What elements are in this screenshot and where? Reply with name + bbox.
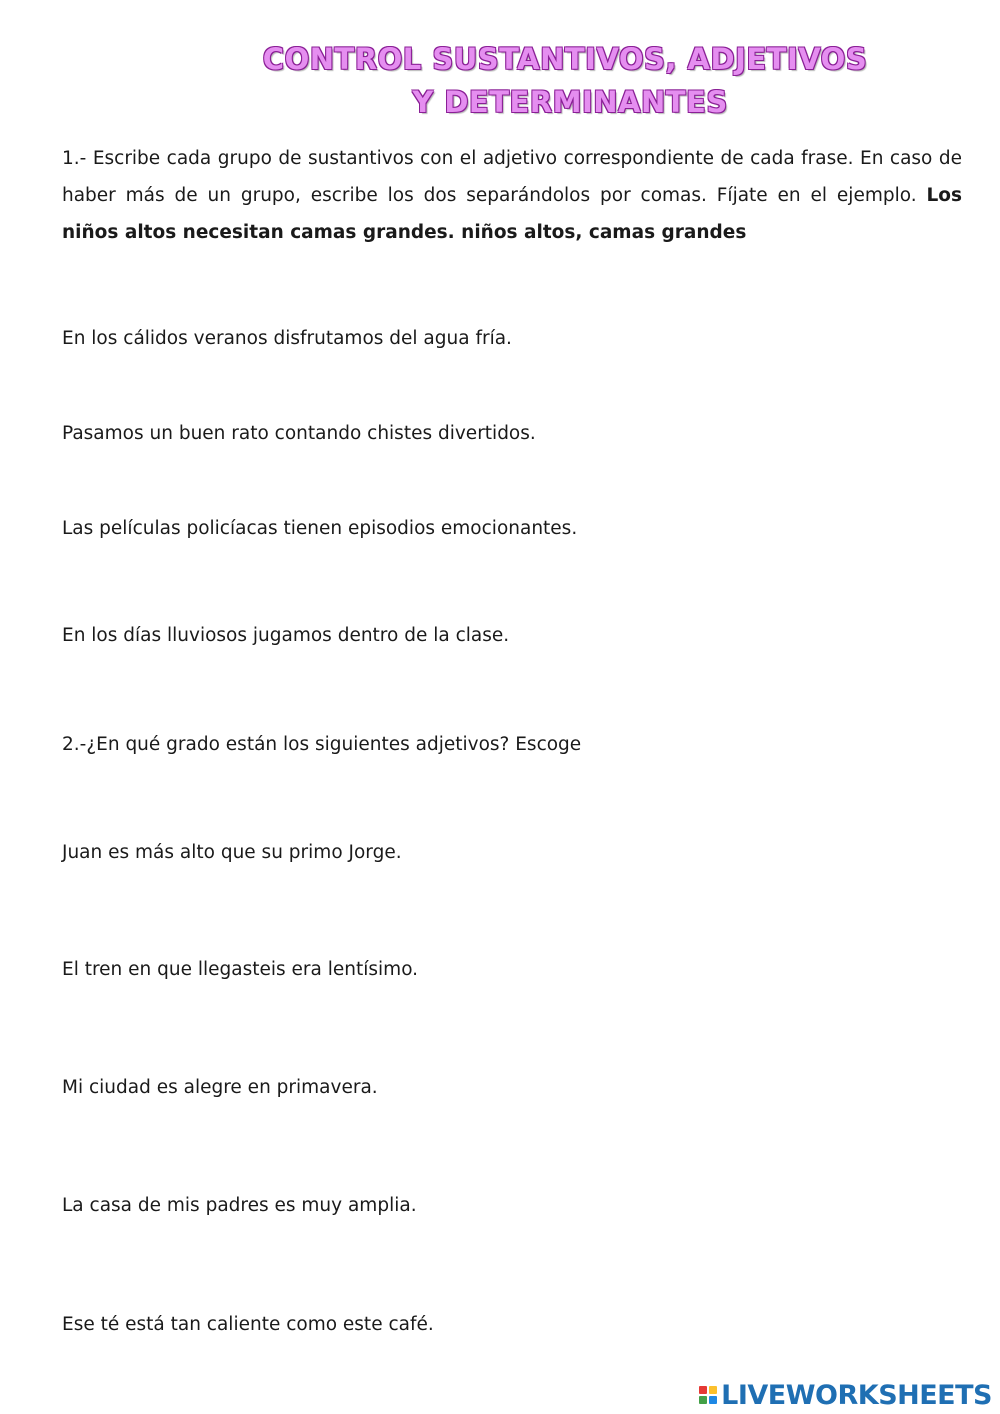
exercise-2-sentence: Juan es más alto que su primo Jorge. (62, 842, 402, 863)
logo-square (699, 1386, 707, 1394)
liveworksheets-logo-icon (699, 1386, 717, 1404)
exercise-1-example: Los niños altos necesitan camas grandes. niños altos, camas grandes (62, 185, 962, 243)
page-title-line-2: Y DETERMINANTES (412, 85, 728, 119)
logo-square (709, 1386, 717, 1394)
exercise-2-sentence: Mi ciudad es alegre en primavera. (62, 1077, 378, 1098)
liveworksheets-brand: LIVEWORKSHEETS (721, 1379, 992, 1411)
exercise-1-sentence: Las películas policíacas tienen episodios emocionantes. (62, 518, 578, 539)
exercise-2-instruction: 2.-¿En qué grado están los siguientes adjetivos? Escoge (62, 734, 582, 755)
exercise-1-sentence: En los días lluviosos jugamos dentro de la clase. (62, 625, 510, 646)
liveworksheets-footer (699, 1378, 992, 1412)
exercise-1-instruction-text: 1.- Escribe cada grupo de sustantivos con el adjetivo correspondiente de cada frase. En caso de haber más de un grupo, escribe los dos separándolos por comas. Fíjate en el ejemplo. (62, 148, 962, 206)
page-title-line-1: CONTROL SUSTANTIVOS, ADJETIVOS (262, 42, 868, 76)
logo-square (709, 1396, 717, 1404)
exercise-1-instruction (62, 140, 962, 251)
logo-square (699, 1396, 707, 1404)
exercise-1-sentence: Pasamos un buen rato contando chistes divertidos. (62, 423, 536, 444)
exercise-2-sentence: El tren en que llegasteis era lentísimo. (62, 959, 419, 980)
exercise-1-sentence: En los cálidos veranos disfrutamos del agua fría. (62, 328, 512, 349)
exercise-2-sentence: Ese té está tan caliente como este café. (62, 1314, 434, 1335)
exercise-2-sentence: La casa de mis padres es muy amplia. (62, 1195, 417, 1216)
